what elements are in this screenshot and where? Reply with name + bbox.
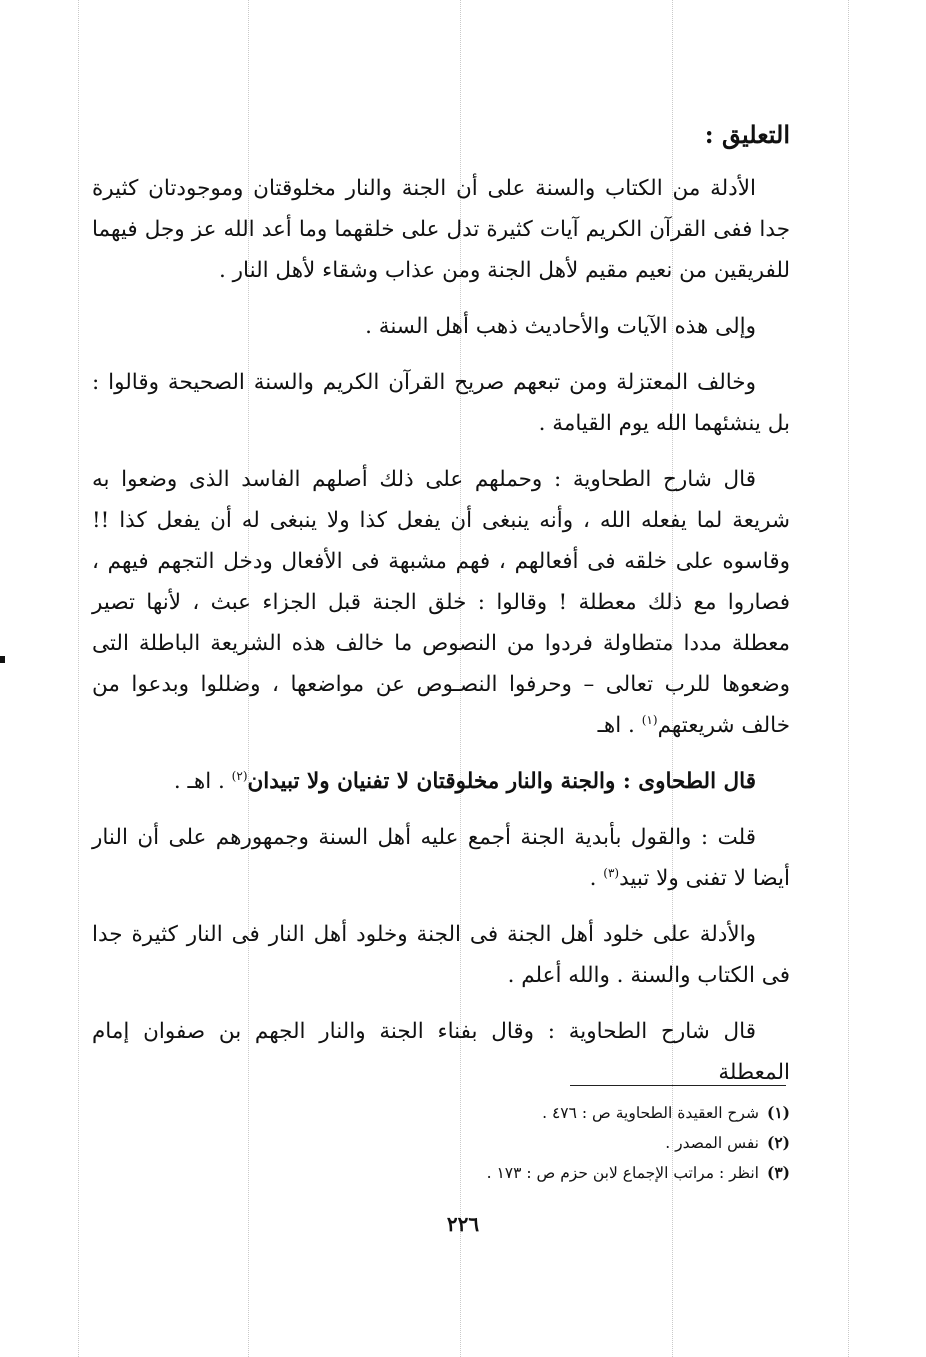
footnote-ref-3[interactable]: (٣) <box>603 865 620 880</box>
footnote-3 <box>92 1158 790 1188</box>
paragraph-5-end: . اهـ . <box>173 769 232 794</box>
footnote-2-text: نفس المصدر . <box>665 1134 759 1152</box>
paragraph-7: والأدلة على خلود أهل الجنة فى الجنة وخلود أهل النار فى النار كثيرة جدا فى الكتاب والسنة . والله أعلم . <box>92 922 790 988</box>
margin-guide-5 <box>848 0 849 1357</box>
footnotes <box>92 1098 790 1188</box>
paragraph-6-end: . <box>589 866 604 891</box>
paragraph-8: قال شارح الطحاوية : وقال بفناء الجنة والنار الجهم بن صفوان إمام المعطلة <box>92 1019 790 1085</box>
paragraph-6 <box>92 817 790 899</box>
footnote-2 <box>92 1128 790 1158</box>
paragraph-4-end: . اهـ <box>597 713 642 738</box>
paragraph-6-text: قلت : والقول بأبدية الجنة أجمع عليه أهل السنة وجمهورهم على أن النار أيضا لا تفنى ولا تبيد <box>92 825 790 891</box>
page-body <box>92 118 790 1108</box>
paragraph-4-text: قال شارح الطحاوية : وحملهم على ذلك أصلهم الفاسد الذى وضعوا به شريعة لما يفعله الله ، وأنه ينبغى أن يفعل كذا ولا ينبغى له أن يفعل كذا !! وقاسوه على خلقه فى أفعالهم ، فهم مشبهة فى الأفعال ودخل التجهم فيهم ، فصاروا مع ذلك معطلة ! وقالوا : خلق الجنة قبل الجزاء عبث ، لأنها تصير معطلة مددا متطاولة فردوا من النصوص ما خالف هذه الشريعة الباطلة التى وضعوها للرب تعالى – وحرفوا النصـوص عن مواضعها ، وضللوا وبدعوا من خالف شريعتهم <box>92 467 790 738</box>
footnote-3-number: (٣) <box>766 1163 790 1182</box>
paragraph-2: وإلى هذه الآيات والأحاديث ذهب أهل السنة . <box>365 314 756 339</box>
page-number: ٢٢٦ <box>446 1212 480 1236</box>
footnote-1-text: شرح العقيدة الطحاوية ص : ٤٧٦ . <box>542 1104 759 1122</box>
footnote-ref-2[interactable]: (٢) <box>231 768 248 783</box>
scan-edge-mark <box>0 656 5 663</box>
paragraph-4 <box>92 459 790 746</box>
paragraph-5 <box>92 761 790 802</box>
footnote-separator <box>570 1085 786 1086</box>
footnote-ref-1[interactable]: (١) <box>641 712 658 727</box>
section-heading: التعليق : <box>704 120 790 149</box>
paragraph-5-lead: قال الطحاوى : والجنة والنار مخلوقتان لا تفنيان ولا تبيدان <box>247 769 756 794</box>
footnote-3-text: انظر : مراتب الإجماع لابن حزم ص : ١٧٣ . <box>486 1164 759 1182</box>
footnote-1-number: (١) <box>766 1103 790 1122</box>
footnote-2-number: (٢) <box>766 1133 790 1152</box>
paragraph-3: وخالف المعتزلة ومن تبعهم صريح القرآن الكريم والسنة الصحيحة وقالوا : بل ينشئهما الله يوم القيامة . <box>92 370 790 436</box>
paragraph-1: الأدلة من الكتاب والسنة على أن الجنة والنار مخلوقتان وموجودتان كثيرة جدا ففى القرآن الكريم آيات كثيرة تدل على خلقهما وما أعد الله عز وجل فيهما للفريقين من نعيم مقيم لأهل الجنة ومن عذاب وشقاء لأهل النار . <box>92 176 790 283</box>
footnote-1 <box>92 1098 790 1128</box>
margin-guide-1 <box>78 0 79 1357</box>
